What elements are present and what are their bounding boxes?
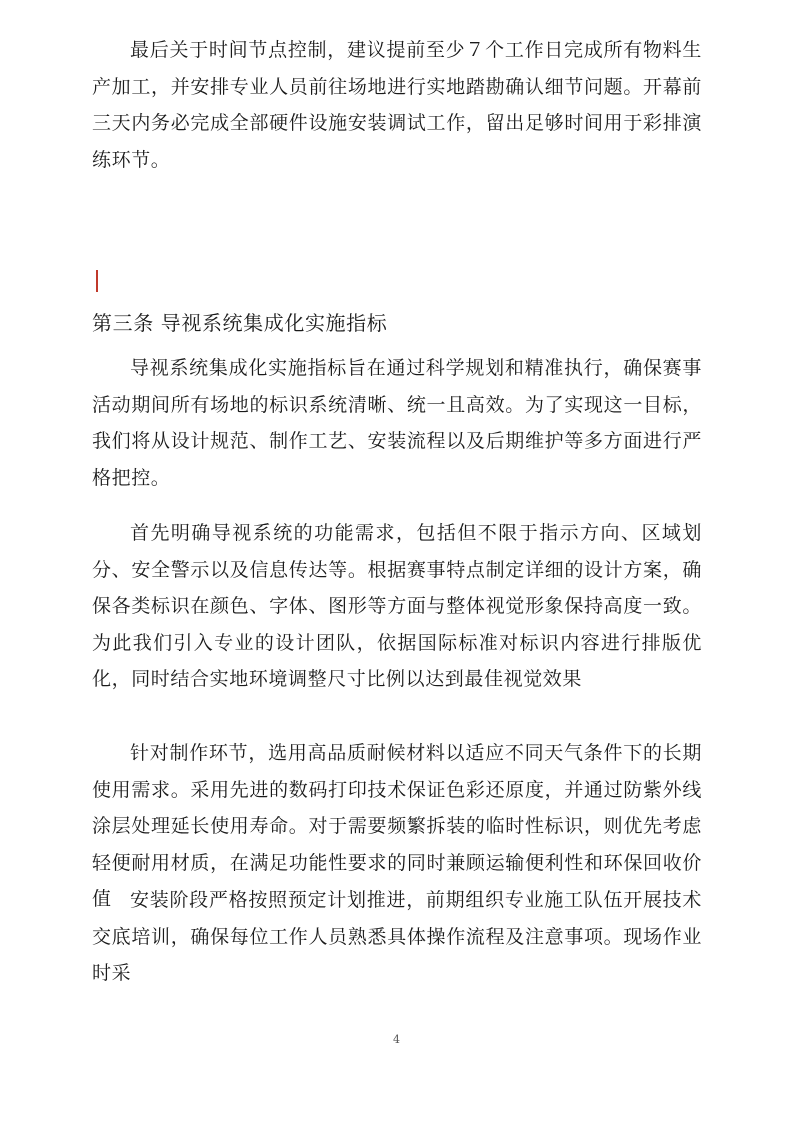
section-heading: 第三条 导视系统集成化实施指标 bbox=[92, 311, 388, 335]
text-cursor[interactable] bbox=[96, 270, 98, 292]
paragraph-intro: 导视系统集成化实施指标旨在通过科学规划和精准执行，确保赛事活动期间所有场地的标识系统清晰、统一且高效。为了实现这一目标，我们将从设计规范、制作工艺、安装流程以及后期维护等多方面进行严格把控。 bbox=[92, 357, 702, 489]
paragraph-installation: 安装阶段严格按照预定计划推进，前期组织专业施工队伍开展技术交底培训，确保每位工作人员熟悉具体操作流程及注意事项。现场作业时采 bbox=[92, 889, 702, 984]
page-number: 4 bbox=[393, 1033, 400, 1046]
paragraph-function-requirements: 首先明确导视系统的功能需求，包括但不限于指示方向、区域划分、安全警示以及信息传达等。根据赛事特点制定详细的设计方案，确保各类标识在颜色、字体、图形等方面与整体视觉形象保持高度一致。为此我们引入专业的设计团队，依据国际标准对标识内容进行排版优化，同时结合实地环境调整尺寸比例以达到最佳视觉效果 bbox=[92, 522, 702, 690]
paragraph-production: 针对制作环节，选用高品质耐候材料以适应不同天气条件下的长期使用需求。采用先进的数码打印技术保证色彩还原度，并通过防紫外线涂层处理延长使用寿命。对于需要频繁拆装的临时性标识，则优先考虑轻便耐用材质，在满足功能性要求的同时兼顾运输便利性和环保回收价值 bbox=[92, 742, 702, 910]
paragraph-timeline-control: 最后关于时间节点控制，建议提前至少７个工作日完成所有物料生产加工，并安排专业人员前往场地进行实地踏勘确认细节问题。开幕前三天内务必完成全部硬件设施安装调试工作，留出足够时间用于彩排演练环节。 bbox=[92, 39, 702, 171]
